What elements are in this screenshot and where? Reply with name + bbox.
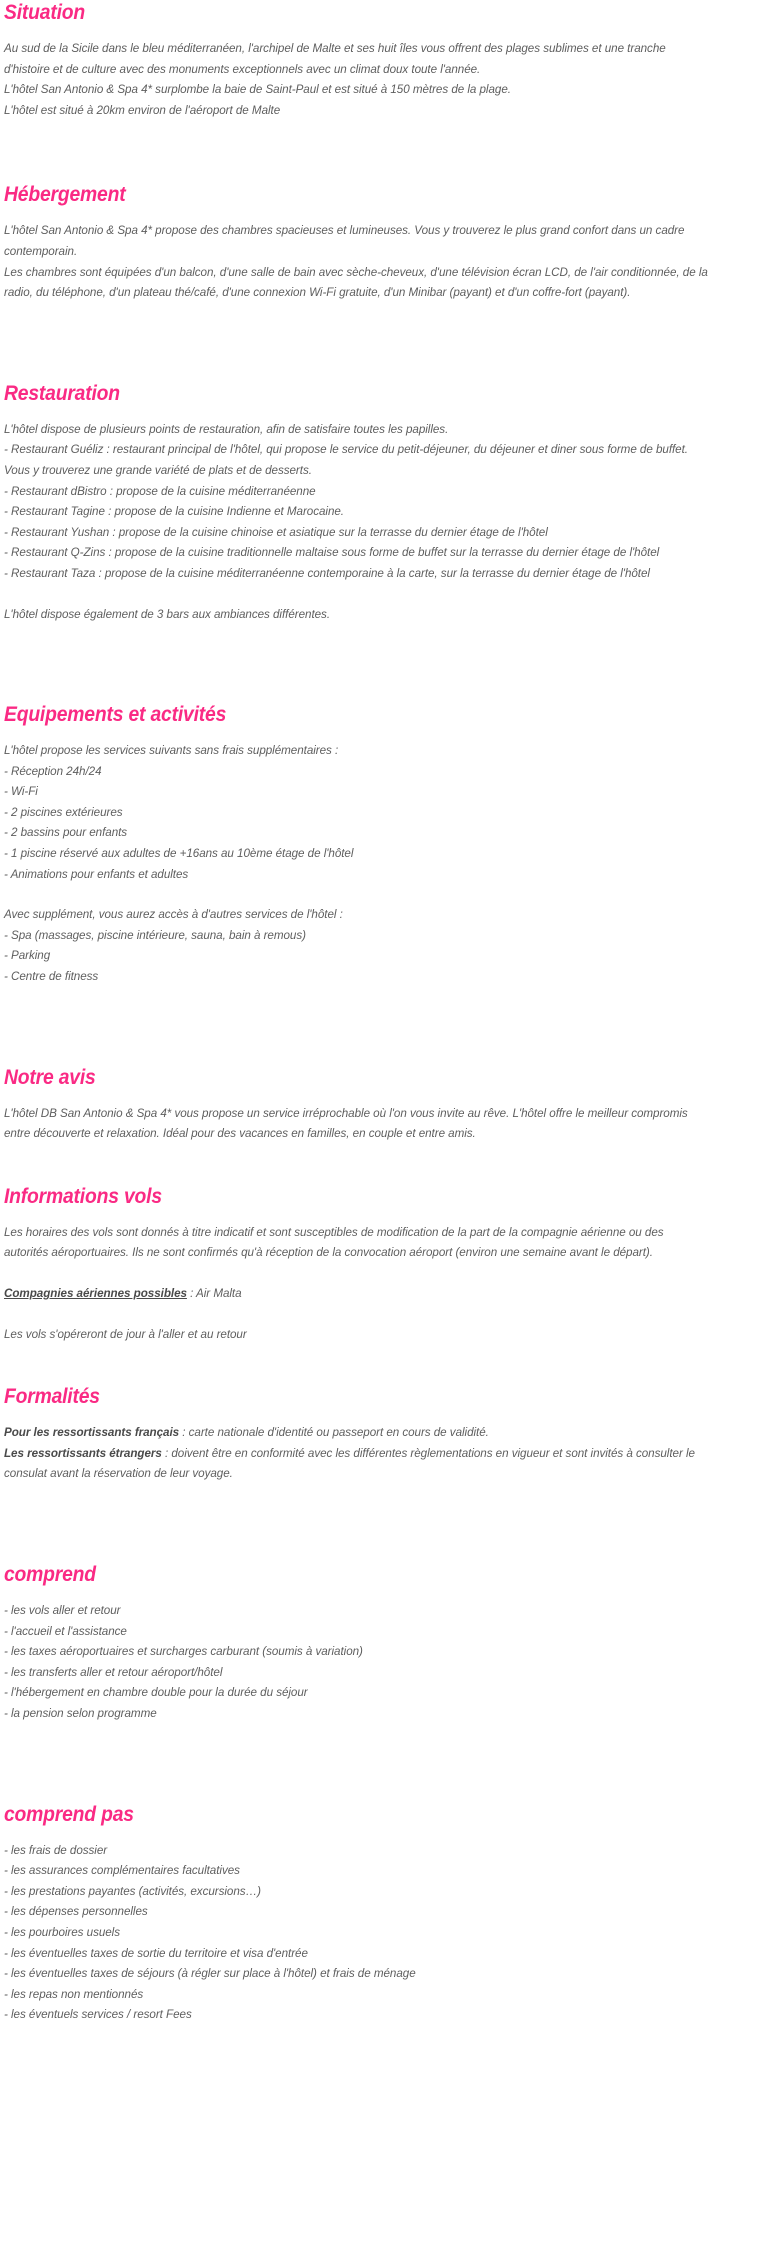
informations-vols-body bbox=[4, 1222, 711, 1263]
notre-avis-line: L'hôtel DB San Antonio & Spa 4* vous propose un service irréprochable où l'on vous invite au rêve. L'hôtel offre le meilleur compromis entre découverte et relaxation. Idéal pour des vacances en familles, en couple et entre amis. bbox=[4, 1105, 688, 1141]
section-formalites bbox=[4, 1384, 744, 1484]
section-title-informations-vols: Informations vols bbox=[4, 1184, 162, 1208]
spacer bbox=[4, 1484, 744, 1562]
restauration-bars-line: L'hôtel dispose également de 3 bars aux ambiances différentes. bbox=[4, 606, 331, 621]
formalites-text-french: : carte nationale d'identité ou passeport en cours de validité. bbox=[179, 1425, 489, 1440]
restauration-body bbox=[4, 419, 711, 584]
spacer bbox=[4, 1263, 744, 1283]
equipements-supplement bbox=[4, 904, 711, 986]
list-item: - l'hébergement en chambre double pour la durée du séjour bbox=[4, 1685, 308, 1700]
formalites-text-foreign: : doivent être en conformité avec les différentes règlementations en vigueur et sont invités à consulter le consulat avant la réservation de leur voyage. bbox=[4, 1445, 695, 1481]
equipements-intro2-line: Avec supplément, vous aurez accès à d'autres services de l'hôtel : bbox=[4, 907, 343, 922]
list-item: - 2 bassins pour enfants bbox=[4, 825, 128, 840]
section-notre-avis bbox=[4, 1065, 744, 1144]
notre-avis-body bbox=[4, 1103, 711, 1144]
list-item: - les éventuelles taxes de sortie du territoire et visa d'entrée bbox=[4, 1945, 308, 1960]
restauration-line-5: - Restaurant Yushan : propose de la cuisine chinoise et asiatique sur la terrasse du dernier étage de l'hôtel bbox=[4, 524, 548, 539]
restauration-line-4: - Restaurant Tagine : propose de la cuisine Indienne et Marocaine. bbox=[4, 504, 344, 519]
situation-line-2: L'hôtel San Antonio & Spa 4* surplombe la baie de Saint-Paul et est situé à 150 mètres de la plage. bbox=[4, 82, 511, 97]
flight-note-line: Les vols s'opéreront de jour à l'aller et au retour bbox=[4, 1326, 247, 1341]
restauration-line-1: L'hôtel dispose de plusieurs points de restauration, afin de satisfaire toutes les papilles. bbox=[4, 421, 449, 436]
spacer bbox=[4, 1304, 744, 1324]
spacer bbox=[4, 584, 744, 604]
list-item: - Spa (massages, piscine intérieure, sauna, bain à remous) bbox=[4, 927, 306, 942]
hebergement-line-2: Les chambres sont équipées d'un balcon, d'une salle de bain avec sèche-cheveux, d'une télévision écran LCD, de l'air conditionnée, de la radio, du téléphone, d'un plateau thé/café, d'une connexion Wi-Fi gratuite, d'un Minibar (payant) et d'un coffre-fort (payant). bbox=[4, 264, 708, 300]
list-item: - les éventuels services / resort Fees bbox=[4, 2007, 192, 2022]
list-item: - les repas non mentionnés bbox=[4, 1986, 144, 2001]
list-item: - les dépenses personnelles bbox=[4, 1904, 148, 1919]
list-item: - les éventuelles taxes de séjours (à régler sur place à l'hôtel) et frais de ménage bbox=[4, 1966, 416, 1981]
situation-line-3: L'hôtel est situé à 20km environ de l'aéroport de Malte bbox=[4, 102, 281, 117]
section-comprend bbox=[4, 1562, 744, 1724]
spacer bbox=[4, 303, 744, 381]
formalites-label-french: Pour les ressortissants français bbox=[4, 1425, 180, 1440]
restauration-line-3: - Restaurant dBistro : propose de la cuisine méditerranéenne bbox=[4, 483, 316, 498]
spacer bbox=[4, 1344, 744, 1384]
restauration-bars bbox=[4, 604, 711, 625]
list-item: - les assurances complémentaires facultatives bbox=[4, 1863, 240, 1878]
formalites-body bbox=[4, 1422, 711, 1484]
comprend-list bbox=[4, 1600, 711, 1724]
hebergement-body bbox=[4, 220, 711, 302]
section-title-comprend-pas: comprend pas bbox=[4, 1802, 134, 1826]
formalites-row-french bbox=[4, 1422, 711, 1443]
spacer bbox=[4, 884, 744, 904]
list-item: - Wi-Fi bbox=[4, 784, 38, 799]
list-item: - Parking bbox=[4, 948, 51, 963]
section-title-hebergement: Hébergement bbox=[4, 183, 126, 207]
list-item: - les taxes aéroportuaires et surcharges carburant (soumis à variation) bbox=[4, 1644, 363, 1659]
list-item: - 1 piscine réservé aux adultes de +16ans au 10ème étage de l'hôtel bbox=[4, 846, 354, 861]
flight-note bbox=[4, 1324, 711, 1345]
restauration-line-6: - Restaurant Q-Zins : propose de la cuisine traditionnelle maltaise sous forme de buffet sur la terrasse du dernier étage de l'hôtel bbox=[4, 545, 660, 560]
equipements-intro bbox=[4, 740, 711, 884]
section-title-restauration: Restauration bbox=[4, 381, 120, 405]
equipements-intro-line: L'hôtel propose les services suivants sans frais supplémentaires : bbox=[4, 743, 339, 758]
airline-label: Compagnies aériennes possibles bbox=[4, 1286, 187, 1300]
list-item: - Animations pour enfants et adultes bbox=[4, 866, 189, 881]
list-item: - Centre de fitness bbox=[4, 969, 99, 984]
situation-line-1: Au sud de la Sicile dans le bleu méditerranéen, l'archipel de Malte et ses huit îles vous offrent des plages sublimes et une tranche d'histoire et de culture avec des monuments exceptionnels avec un climat doux toute l'année. bbox=[4, 41, 666, 76]
comprend-pas-list bbox=[4, 1840, 711, 2025]
formalites-row-foreign bbox=[4, 1443, 711, 1484]
section-informations-vols bbox=[4, 1184, 744, 1344]
section-equipements bbox=[4, 702, 744, 987]
list-item: - la pension selon programme bbox=[4, 1705, 157, 1720]
spacer bbox=[4, 624, 744, 702]
hebergement-line-1: L'hôtel San Antonio & Spa 4* propose des chambres spacieuses et lumineuses. Vous y trouverez le plus grand confort dans un cadre contemporain. bbox=[4, 223, 685, 258]
section-title-comprend: comprend bbox=[4, 1562, 96, 1586]
section-title-situation: Situation bbox=[4, 1, 85, 24]
list-item: - 2 piscines extérieures bbox=[4, 804, 123, 819]
section-situation bbox=[4, 0, 744, 120]
airline-row bbox=[4, 1283, 711, 1304]
informations-vols-line: Les horaires des vols sont donnés à titre indicatif et sont susceptibles de modification de la part de la compagnie aérienne ou des autorités aéroportuaires. Ils ne sont confirmés qu'à réception de la convocation aéroport (environ une semaine avant le départ). bbox=[4, 1224, 664, 1260]
section-hebergement bbox=[4, 182, 744, 302]
airline-value: : Air Malta bbox=[186, 1286, 242, 1300]
list-item: - les transferts aller et retour aéroport/hôtel bbox=[4, 1664, 223, 1679]
section-title-formalites: Formalités bbox=[4, 1385, 100, 1409]
list-item: - les prestations payantes (activités, excursions…) bbox=[4, 1883, 261, 1898]
section-title-notre-avis: Notre avis bbox=[4, 1065, 96, 1089]
list-item: - les vols aller et retour bbox=[4, 1602, 121, 1617]
formalites-label-foreign: Les ressortissants étrangers bbox=[4, 1445, 162, 1460]
spacer bbox=[4, 987, 744, 1065]
situation-body bbox=[4, 38, 711, 120]
spacer bbox=[4, 1144, 744, 1184]
spacer bbox=[4, 1724, 744, 1802]
section-restauration bbox=[4, 381, 744, 624]
section-comprend-pas bbox=[4, 1802, 744, 2025]
restauration-line-2: - Restaurant Guéliz : restaurant principal de l'hôtel, qui propose le service du petit-déjeuner, du déjeuner et diner sous forme de buffet. Vous y trouverez une grande variété de plats et de desserts. bbox=[4, 442, 688, 477]
spacer bbox=[4, 120, 744, 182]
list-item: - les frais de dossier bbox=[4, 1842, 108, 1857]
list-item: - les pourboires usuels bbox=[4, 1924, 121, 1939]
restauration-line-7: - Restaurant Taza : propose de la cuisine méditerranéenne contemporaine à la carte, sur la terrasse du dernier étage de l'hôtel bbox=[4, 565, 650, 580]
section-title-equipements: Equipements et activités bbox=[4, 703, 227, 727]
list-item: - Réception 24h/24 bbox=[4, 763, 102, 778]
list-item: - l'accueil et l'assistance bbox=[4, 1623, 127, 1638]
